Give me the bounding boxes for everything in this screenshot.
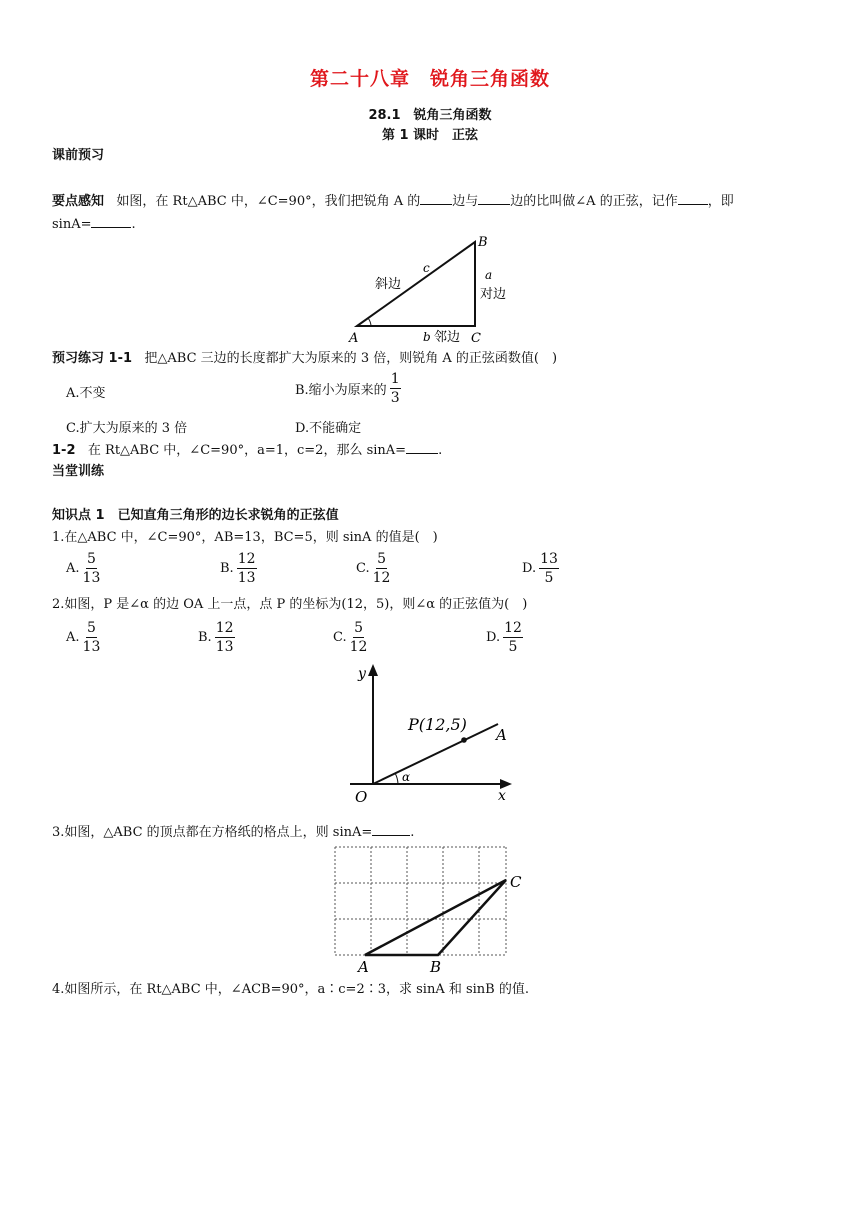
sin-label: sinA= xyxy=(52,217,92,232)
exercise-text: 把△ABC 三边的长度都扩大为原来的 3 倍，则锐角 A 的正弦函数值( ) xyxy=(144,351,558,366)
option-text: A. xyxy=(66,561,80,576)
grid-vertex-c: C xyxy=(510,873,522,891)
numerator: 12 xyxy=(504,620,522,636)
period: . xyxy=(438,443,443,458)
blank-1 xyxy=(420,191,452,205)
key-points-text: ，即 xyxy=(707,194,734,209)
grid-triangle-figure xyxy=(328,842,528,974)
fraction xyxy=(373,550,391,587)
option-text: C.扩大为原来的 3 倍 xyxy=(66,421,188,436)
angle-alpha-label: α xyxy=(402,770,411,784)
option-text: C. xyxy=(356,561,370,576)
preview-exercise-1-1 xyxy=(52,350,557,368)
point-p-label: P(12,5) xyxy=(408,715,467,734)
blank-6 xyxy=(372,822,410,836)
grid-vertex-a: A xyxy=(358,958,369,974)
knowledge-point-1: 知识点 1 已知直角三角形的边长求锐角的正弦值 xyxy=(52,508,339,523)
blank-5 xyxy=(406,440,438,454)
hypotenuse-label: 斜边 xyxy=(375,277,402,292)
q1-option-a[interactable] xyxy=(66,550,100,587)
denominator: 5 xyxy=(544,570,554,586)
key-points-text: 边与 xyxy=(452,194,479,209)
option-text: B.缩小为原来的 xyxy=(295,383,387,398)
fraction xyxy=(215,619,235,656)
fraction xyxy=(83,619,101,656)
question-text: 3.如图，△ABC 的顶点都在方格纸的格点上，则 sinA= xyxy=(52,825,373,840)
numerator: 1 xyxy=(390,371,400,387)
fraction xyxy=(237,550,257,587)
opposite-label: 对边 xyxy=(480,287,507,302)
numerator: 5 xyxy=(86,551,96,567)
denominator: 13 xyxy=(215,639,234,655)
lesson-title: 第 1 课时 正弦 xyxy=(381,128,479,143)
training-heading: 当堂训练 xyxy=(52,464,105,479)
adjacent-label: 邻边 xyxy=(434,330,461,345)
option-text: B. xyxy=(220,561,234,576)
numerator: 5 xyxy=(377,551,386,567)
q1-option-c[interactable] xyxy=(356,550,390,587)
q2-option-c[interactable] xyxy=(333,619,367,656)
denominator: 13 xyxy=(237,570,256,586)
ray-a-label: A xyxy=(496,726,507,744)
chapter-title: 第二十八章 锐角三角函数 xyxy=(309,68,550,90)
side-c-label: c xyxy=(423,261,430,275)
fraction xyxy=(350,619,368,656)
section-title: 28.1 锐角三角函数 xyxy=(368,108,492,123)
question-3 xyxy=(52,822,414,842)
preview-heading: 课前预习 xyxy=(52,148,105,163)
fraction xyxy=(390,370,401,407)
question-2: 2.如图，P 是∠α 的边 OA 上一点，点 P 的坐标为(12，5)，则∠α 的正弦值为( ) xyxy=(52,597,528,612)
option-text: D.不能确定 xyxy=(295,421,362,436)
numerator: 13 xyxy=(540,551,558,567)
denominator: 13 xyxy=(82,639,101,655)
side-b-label: b xyxy=(423,330,431,344)
vertex-b-label: B xyxy=(478,235,488,250)
fraction xyxy=(83,550,101,587)
option-text: A. xyxy=(66,630,80,645)
option-b[interactable] xyxy=(295,370,401,407)
blank-4 xyxy=(91,214,131,228)
exercise-label: 预习练习 1-1 xyxy=(52,351,133,366)
q2-option-b[interactable] xyxy=(198,619,235,656)
key-points-label: 要点感知 xyxy=(52,194,105,209)
vertex-c-label: C xyxy=(471,331,481,346)
period: . xyxy=(410,825,415,840)
numerator: 12 xyxy=(237,551,256,567)
fraction xyxy=(539,550,559,587)
y-axis-label: y xyxy=(358,666,366,682)
vertex-a-label: A xyxy=(349,331,359,346)
q2-option-a[interactable] xyxy=(66,619,100,656)
x-axis-label: x xyxy=(498,788,506,804)
q1-option-d[interactable] xyxy=(522,550,559,587)
q1-option-b[interactable] xyxy=(220,550,257,587)
numerator: 5 xyxy=(86,620,96,636)
question-1: 1.在△ABC 中，∠C=90°，AB=13，BC=5，则 sinA 的值是( ) xyxy=(52,530,438,545)
denominator: 12 xyxy=(349,639,368,655)
key-points-line1 xyxy=(52,191,734,211)
denominator: 13 xyxy=(82,570,101,586)
numerator: 12 xyxy=(215,620,234,636)
option-a[interactable] xyxy=(66,382,106,401)
coordinate-angle-figure xyxy=(340,660,520,806)
option-d[interactable] xyxy=(295,417,361,436)
denominator: 12 xyxy=(372,570,391,586)
preview-exercise-1-2 xyxy=(52,440,442,460)
numerator: 5 xyxy=(354,620,363,636)
origin-label: O xyxy=(355,788,368,806)
exercise-label: 1-2 xyxy=(52,443,76,458)
exercise-text: 在 Rt△ABC 中，∠C=90°，a=1，c=2，那么 sinA= xyxy=(87,443,407,458)
period: . xyxy=(131,217,136,232)
blank-3 xyxy=(678,191,708,205)
option-text: D. xyxy=(522,561,537,576)
option-text: A.不变 xyxy=(66,386,106,401)
option-text: C. xyxy=(333,630,347,645)
denominator: 5 xyxy=(508,639,518,655)
key-points-text: 边的比叫做∠A 的正弦，记作 xyxy=(510,194,678,209)
option-c[interactable] xyxy=(66,417,187,436)
question-4: 4.如图所示，在 Rt△ABC 中，∠ACB=90°，a∶c=2∶3，求 sinA 和 sinB 的值. xyxy=(52,982,529,997)
key-points-text: 如图，在 Rt△ABC 中，∠C=90°，我们把锐角 A 的 xyxy=(116,194,421,209)
blank-2 xyxy=(478,191,510,205)
option-text: B. xyxy=(198,630,212,645)
denominator: 3 xyxy=(390,390,400,406)
fraction xyxy=(503,619,523,656)
right-triangle-figure xyxy=(345,234,525,346)
side-a-label: a xyxy=(485,268,493,282)
option-text: D. xyxy=(486,630,501,645)
q2-option-d[interactable] xyxy=(486,619,523,656)
key-points-line2 xyxy=(52,214,136,234)
grid-vertex-b: B xyxy=(430,958,442,974)
